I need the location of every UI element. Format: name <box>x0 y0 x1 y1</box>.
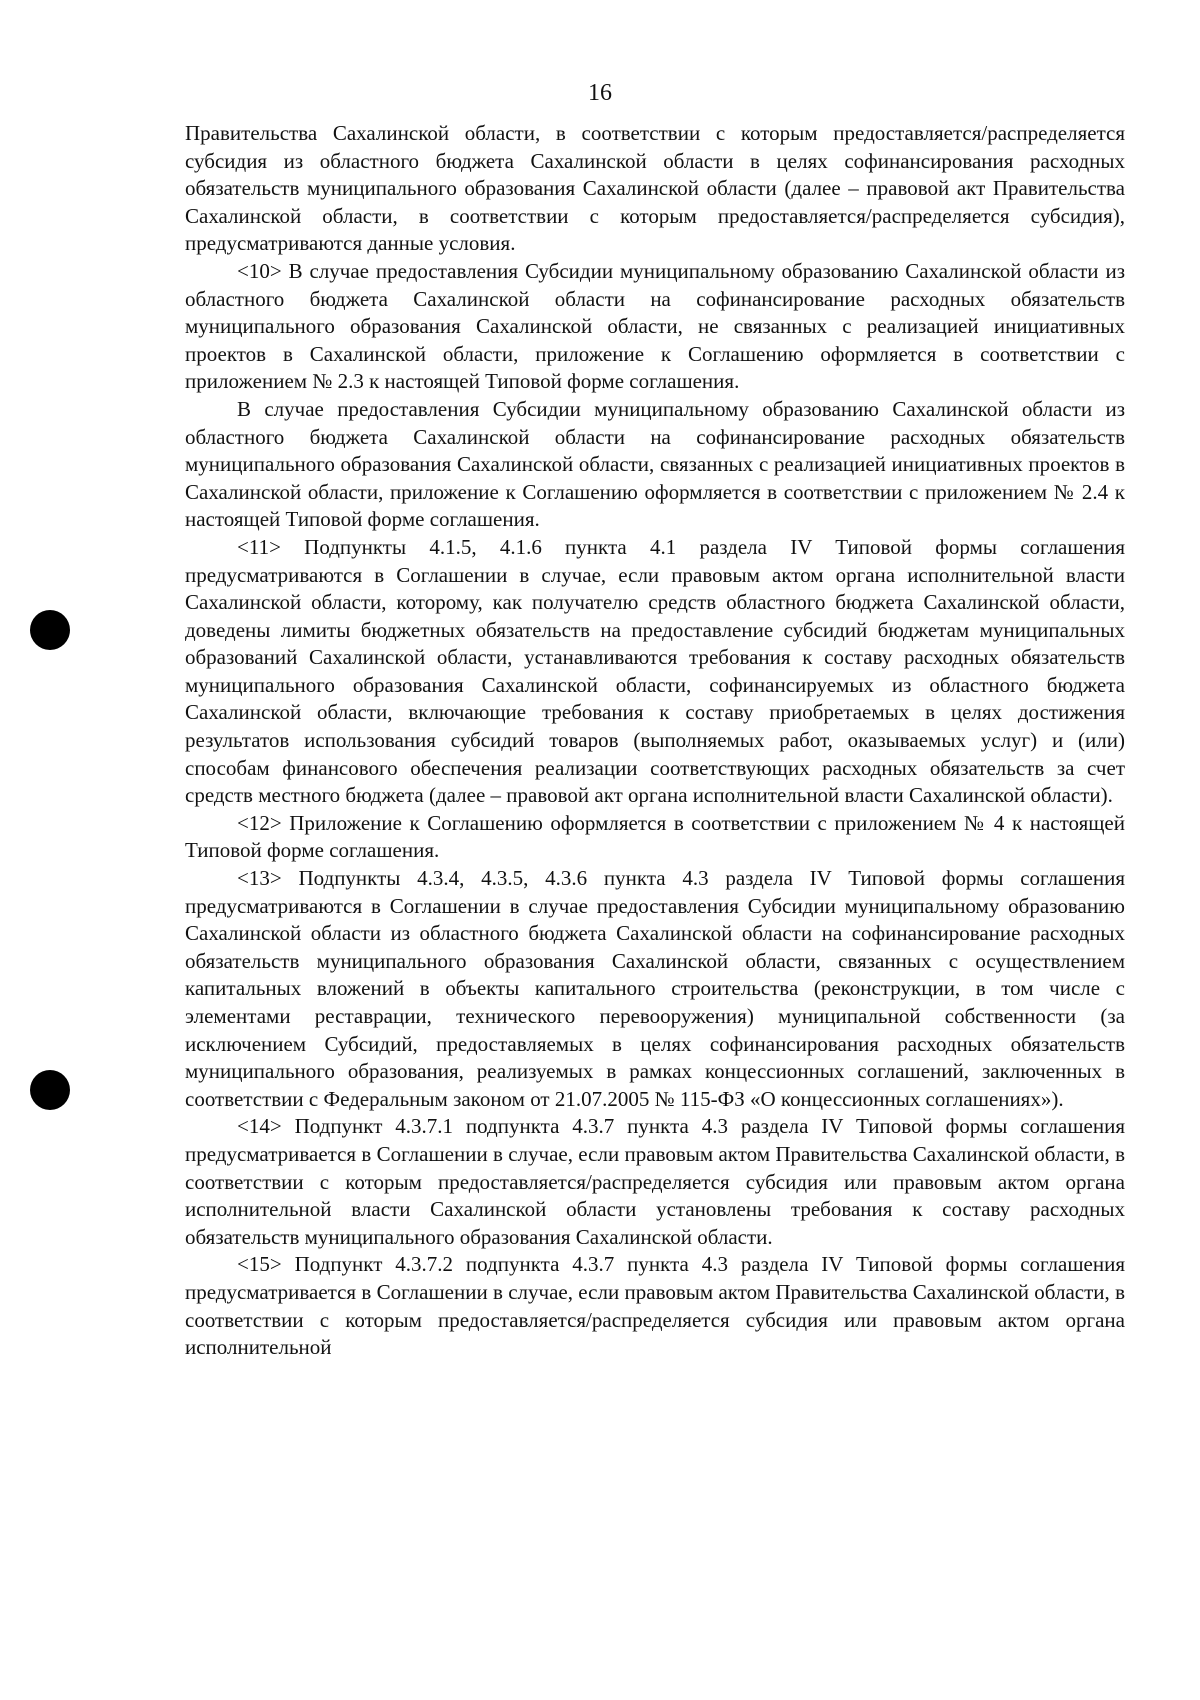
paragraph-continuation: Правительства Сахалинской области, в соответствии с которым предоставляется/распределяется субсидия из областного бюджета Сахалинской области в целях софинансирования расходных обязательств муниципального образования Сахалинской области (далее – правовой акт Правительства Сахалинской области, в соответствии с которым предоставляется/распределяется субсидия), предусматриваются данные условия. <box>185 121 1125 256</box>
page-number: 16 <box>588 80 612 106</box>
document-body <box>185 120 1125 1362</box>
punch-hole <box>30 1070 70 1110</box>
footnote-14: <14> Подпункт 4.3.7.1 подпункта 4.3.7 пункта 4.3 раздела IV Типовой формы соглашения предусматривается в Соглашении в случае, если правовым актом Правительства Сахалинской области, в соответствии с которым предоставляется/распределяется субсидия или правовым актом органа исполнительной власти Сахалинской области установлены требования к составу расходных обязательств муниципального образования Сахалинской области. <box>185 1114 1125 1249</box>
footnote-13: <13> Подпункты 4.3.4, 4.3.5, 4.3.6 пункта 4.3 раздела IV Типовой формы соглашения предусматриваются в Соглашении в случае предоставления Субсидии муниципальному образованию Сахалинской области из областного бюджета Сахалинской области на софинансирование расходных обязательств муниципального образования Сахалинской области, связанных с осуществлением капитальных вложений в объекты капитального строительства (реконструкции, в том числе с элементами реставрации, технического перевооружения) муниципальной собственности (за исключением Субсидий, предоставляемых в целях софинансирования расходных обязательств муниципального образования, реализуемых в рамках концессионных соглашений, заключенных в соответствии с Федеральным законом от 21.07.2005 № 115-ФЗ «О концессионных соглашениях»). <box>185 866 1125 1111</box>
footnote-10-continued: В случае предоставления Субсидии муниципальному образованию Сахалинской области из областного бюджета Сахалинской области на софинансирование расходных обязательств муниципального образования Сахалинской области, связанных с реализацией инициативных проектов в Сахалинской области, приложение к Соглашению оформляется в соответствии с приложением № 2.4 к настоящей Типовой форме соглашения. <box>185 396 1125 532</box>
footnote-15: <15> Подпункт 4.3.7.2 подпункта 4.3.7 пункта 4.3 раздела IV Типовой формы соглашения предусматривается в Соглашении в случае, если правовым актом Правительства Сахалинской области, в соответствии с которым предоставляется/распределяется субсидия или правовым актом органа исполнительной <box>185 1252 1125 1360</box>
footnote-12: <12> Приложение к Соглашению оформляется в соответствии с приложением № 4 к настоящей Типовой форме соглашения. <box>185 810 1125 863</box>
footnote-10: <10> В случае предоставления Субсидии муниципальному образованию Сахалинской области из областного бюджета Сахалинской области на софинансирование расходных обязательств муниципального образования Сахалинской области, не связанных с реализацией инициативных проектов в Сахалинской области, приложение к Соглашению оформляется в соответствии с приложением № 2.3 к настоящей Типовой форме соглашения. <box>185 258 1125 394</box>
footnote-11: <11> Подпункты 4.1.5, 4.1.6 пункта 4.1 раздела IV Типовой формы соглашения предусматриваются в Соглашении в случае, если правовым актом органа исполнительной власти Сахалинской области, которому, как получателю средств областного бюджета Сахалинской области, доведены лимиты бюджетных обязательств на предоставление субсидий бюджетам муниципальных образований Сахалинской области, устанавливаются требования к составу расходных обязательств муниципального образования Сахалинской области, софинансируемых из областного бюджета Сахалинской области, включающие требования к составу приобретаемых в целях достижения результатов использования субсидий товаров (выполняемых работ, оказываемых услуг) и (или) способам финансового обеспечения реализации соответствующих расходных обязательств за счет средств местного бюджета (далее – правовой акт органа исполнительной власти Сахалинской области). <box>185 534 1125 808</box>
punch-hole <box>30 610 70 650</box>
